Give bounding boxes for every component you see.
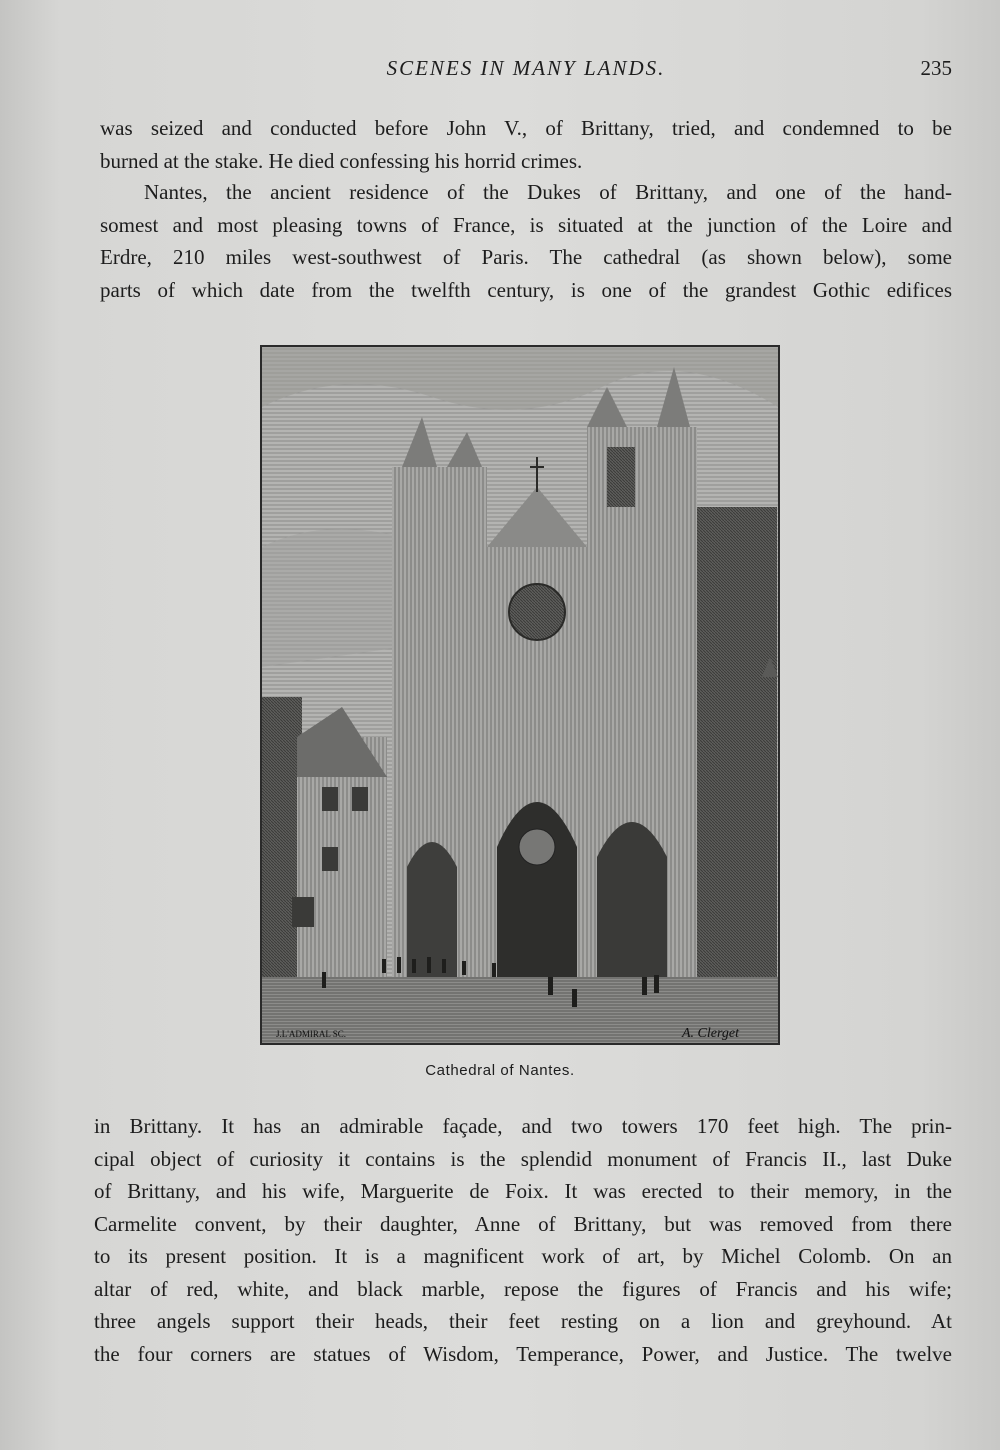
cathedral-illustration <box>262 347 778 1043</box>
figure-caption: Cathedral of Nantes. <box>425 1062 575 1079</box>
text-line: parts of which date from the twelfth century, is one of the grandest Gothic edifices <box>100 277 952 302</box>
text-line: burned at the stake. He died confessing his horrid crimes. <box>100 148 583 173</box>
paragraph-3 <box>94 1110 952 1370</box>
text-line: the four corners are statues of Wisdom, Temperance, Power, and Justice. The twelve <box>94 1341 952 1366</box>
running-title: SCENES IN MANY LANDS. <box>386 56 666 80</box>
side-buttress <box>697 507 777 987</box>
text-line: altar of red, white, and black marble, repose the figures of Francis and his wife; <box>94 1276 952 1301</box>
text-line: of Brittany, and his wife, Marguerite de Foix. It was erected to their memory, in the <box>94 1179 952 1203</box>
rose-window <box>509 584 565 640</box>
text-line: Carmelite convent, by their daughter, Anne of Brittany, but was removed from there <box>94 1211 952 1236</box>
page-number: 235 <box>920 56 952 80</box>
paragraph-1 <box>100 112 952 177</box>
text-line: to its present position. It is a magnificent work of art, by Michel Colomb. On an <box>94 1244 952 1268</box>
artist-signature: A. Clerget <box>682 1026 740 1041</box>
paragraph-2 <box>100 176 952 306</box>
engraver-mark: J.L'ADMIRAL SC. <box>276 1029 347 1039</box>
text-line: Nantes, the ancient residence of the Dukes of Brittany, and one of the hand- <box>144 180 952 204</box>
text-line: three angels support their heads, their feet resting on a lion and greyhound. At <box>94 1309 952 1333</box>
right-portal <box>597 822 667 987</box>
page-header <box>100 56 952 86</box>
left-house-tower <box>262 697 302 987</box>
text-line: in Brittany. It has an admirable façade, and two towers 170 feet high. The prin- <box>94 1114 952 1138</box>
text-line: Erdre, 210 miles west-southwest of Paris. The cathedral (as shown below), some <box>100 245 952 269</box>
text-line: cipal object of curiosity it contains is the splendid monument of Francis II., last Duke <box>94 1146 952 1171</box>
text-line: somest and most pleasing towns of France, is situated at the junction of the Loire and <box>100 212 952 237</box>
text-line: was seized and conducted before John V., of Brittany, tried, and condemned to be <box>100 116 952 140</box>
cathedral-engraving <box>260 345 780 1045</box>
